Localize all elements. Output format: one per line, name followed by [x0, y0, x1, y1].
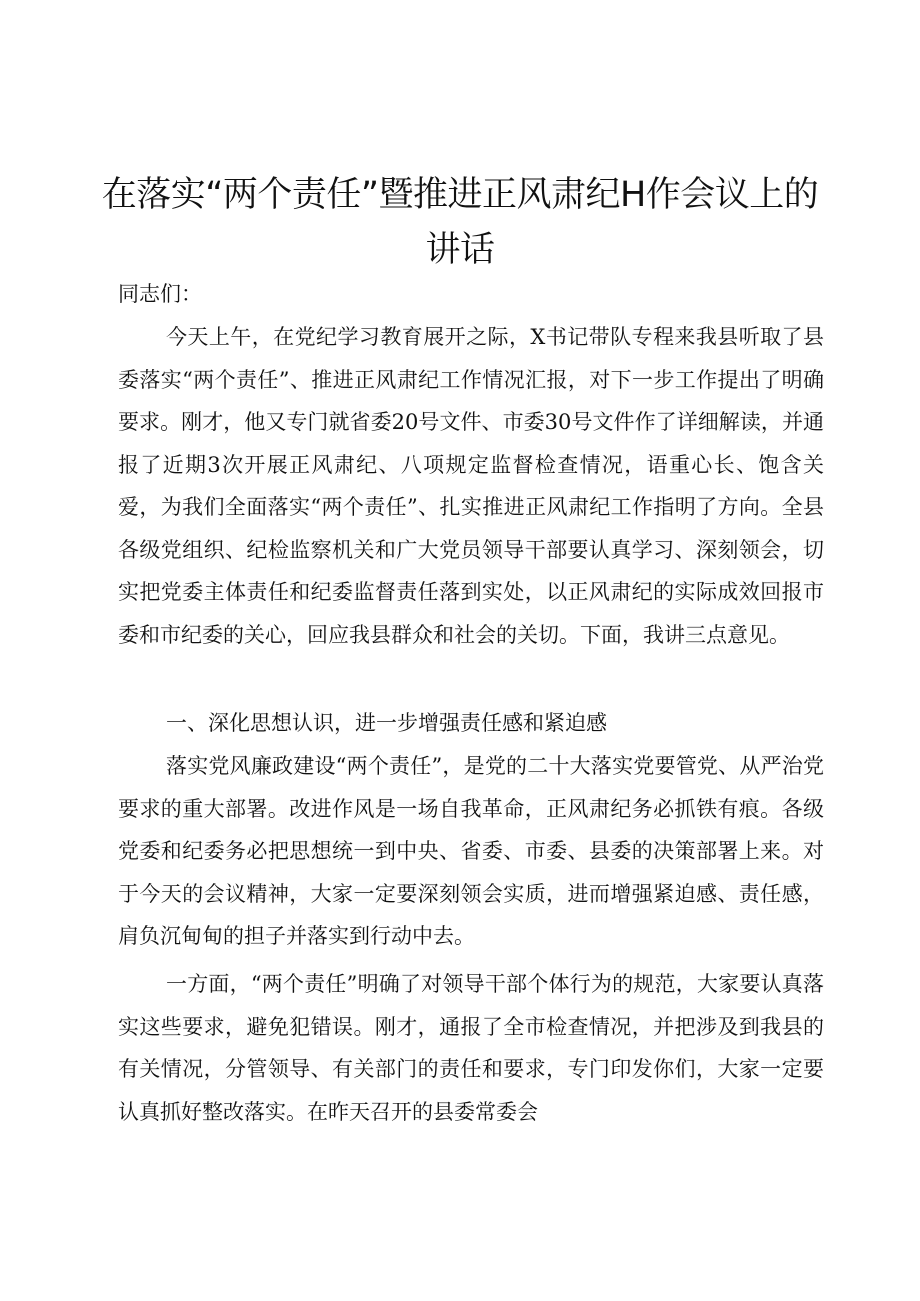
document-title: 在落实“两个责任”暨推进正风肃纪H作会议上的讲话	[101, 175, 819, 270]
section-heading-1: 一、深化思想认识，进一步增强责任感和紧迫感	[166, 711, 607, 735]
paragraph-3: 一方面，“两个责任”明确了对领导干部个体行为的规范，大家要认真落实这些要求，避免犯错误。刚才，通报了全市检查情况，并把涉及到我县的有关情况，分管领导、有关部门的责任和要求，专门印发你们，大家一定要认真抓好整改落实。在昨天召开的县委常委会	[118, 972, 824, 1124]
paragraph-2: 落实党风廉政建设“两个责任”，是党的二十大落实党要管党、从严治党要求的重大部署。改进作风是一场自我革命，正风肃纪务必抓铁有痕。各级党委和纪委务必把思想统一到中央、省委、市委、县委的决策部署上来。对于今天的会议精神，大家一定要深刻领会实质，进而增强紧迫感、责任感，肩负沉甸甸的担子并落实到行动中去。	[118, 754, 824, 948]
salutation: 同志们：	[118, 282, 202, 306]
paragraph-1: 今天上午，在党纪学习教育展开之际，X书记带队专程来我县听取了县委落实“两个责任”、推进正风肃纪工作情况汇报，对下一步工作提出了明确要求。刚才，他又专门就省委20号文件、市委30号文件作了详细解读，并通报了近期3次开展正风肃纪、八项规定监督检查情况，语重心长、饱含关爱，为我们全面落实“两个责任”、扎实推进正风肃纪工作指明了方向。全县各级党组织、纪检监察机关和广大党员领导干部要认真学习、深刻领会，切实把党委主体责任和纪委监督责任落到实处，以正风肃纪的实际成效回报市委和市纪委的关心，回应我县群众和社会的关切。下面，我讲三点意见。	[118, 325, 824, 647]
